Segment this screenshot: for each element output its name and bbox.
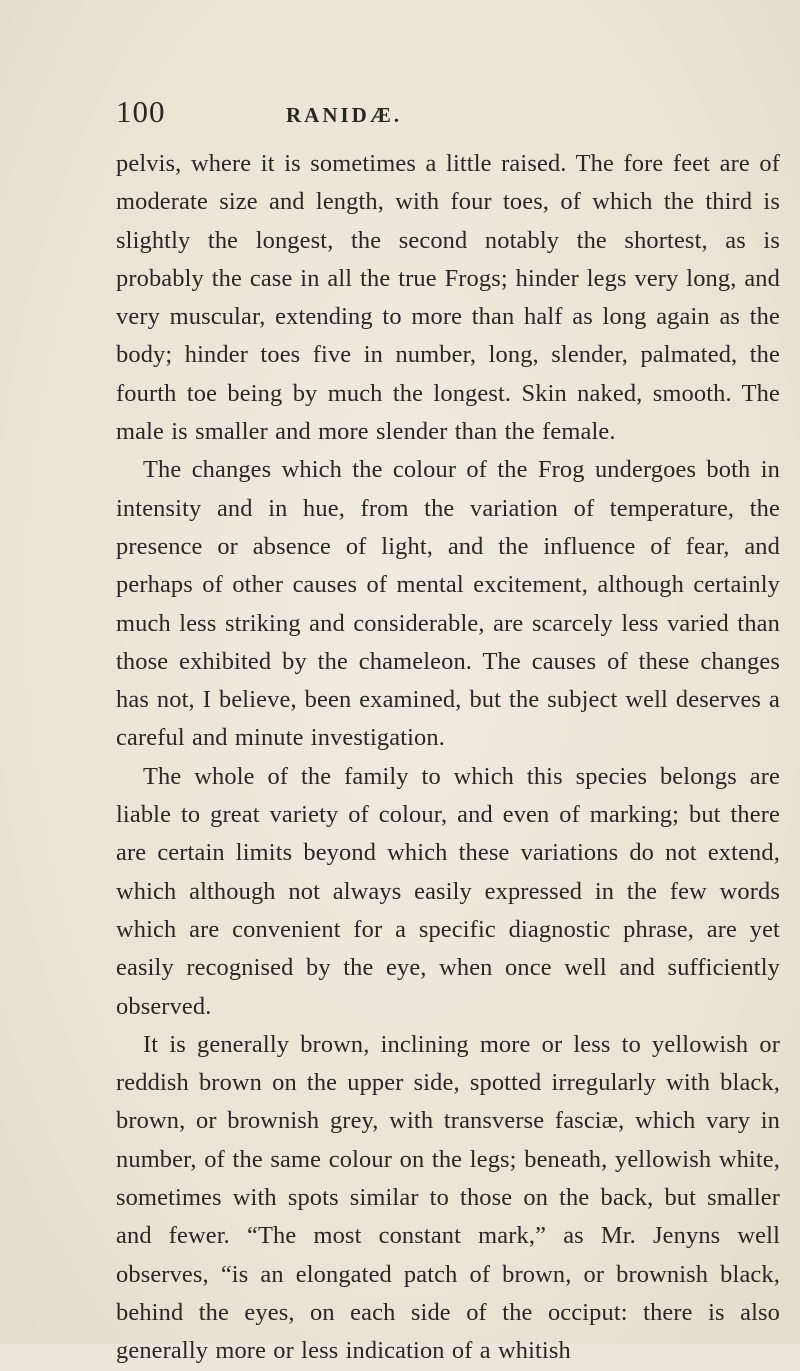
paragraph-2: The changes which the colour of the Frog undergoes both in intensity and in hue, from the variation of temperature, the presence or absence of light, and the influence of fear, and perhaps of other causes of mental excitement, although certainly much less striking and considerable, are scarcely less varied than those exhibited by the chameleon. The causes of these changes has not, I believe, been examined, but the subject well deserves a careful and minute investigation. xyxy=(116,456,780,752)
paragraph-3: The whole of the family to which this species belongs are liable to great variety of colour, and even of marking; but there are certain limits beyond which these variations do not extend, which although not always easily expressed in the few words which are convenient for a specific diagnostic phrase, are yet easily recognised by the eye, when once well and sufficiently observed. xyxy=(116,762,780,1020)
running-title: RANIDÆ. xyxy=(286,103,403,127)
running-head xyxy=(116,92,780,132)
body-text xyxy=(116,145,780,1371)
page-number: 100 xyxy=(116,94,166,129)
paragraph-4: It is generally brown, inclining more or less to yellowish or reddish brown on the upper side, spotted irregularly with black, brown, or brownish grey, with transverse fasciæ, which vary in number, of the same colour on the legs; beneath, yellowish white, sometimes with spots similar to those on the back, but smaller and fewer. “The most constant mark,” as Mr. Jenyns well observes, “is an elongated patch of brown, or brownish black, behind the eyes, on each side of the occiput: there is also generally more or less indication of a whitish xyxy=(116,1030,780,1365)
paragraph-1: pelvis, where it is sometimes a little raised. The fore feet are of moderate size and length, with four toes, of which the third is slightly the longest, the second notably the shortest, as is probably the case in all the true Frogs; hinder legs very long, and very muscular, extending to more than half as long again as the body; hinder toes five in number, long, slender, palmated, the fourth toe being by much the longest. Skin naked, smooth. The male is smaller and more slender than the female. xyxy=(116,150,780,446)
